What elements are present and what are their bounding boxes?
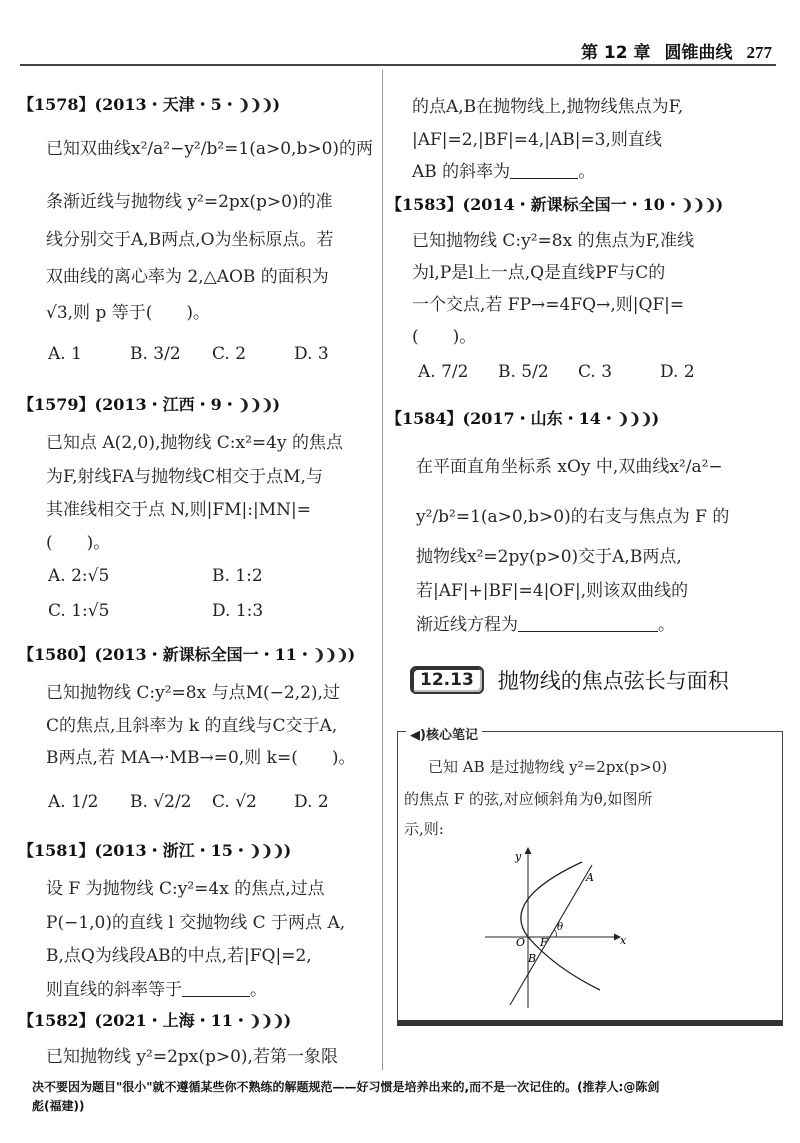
column-divider: [382, 70, 383, 1070]
option-a: A. 7/2: [418, 362, 469, 382]
section-title: 抛物线的焦点弦长与面积: [497, 669, 729, 693]
option-b: B. 1:2: [212, 566, 263, 586]
problem-line: 一个交点,若 FP→=4FQ→,则|QF|=: [412, 295, 685, 315]
note-line: 示,则:: [404, 820, 444, 838]
label-y: y: [515, 850, 522, 863]
option-a: A. 1: [48, 344, 82, 364]
chapter-title: 圆锥曲线: [664, 43, 733, 63]
section-heading: [410, 665, 729, 695]
difficulty-icon: ❩❩❩: [248, 842, 284, 860]
note-line: 已知 AB 是过抛物线 y²=2px(p>0): [428, 758, 668, 776]
problem-title-1582: 【1582】(2021・上海・11・❩❩❩): [18, 1011, 292, 1030]
problem-line: |AF|=2,|BF|=4,|AB|=3,则直线: [412, 130, 662, 150]
difficulty-icon: ❩❩❩: [616, 410, 652, 428]
problem-line: 渐近线方程为 。: [416, 615, 675, 635]
footer-quote-cont: 彪(福建)): [32, 1099, 85, 1113]
label-f: F: [540, 936, 548, 949]
problem-line: 若|AF|+|BF|=4|OF|,则该双曲线的: [416, 581, 689, 601]
problem-line: 为l,P是l上一点,Q是直线PF与C的: [412, 263, 666, 283]
problem-line: 抛物线x²=2py(p>0)交于A,B两点,: [416, 547, 682, 567]
difficulty-icon: ❩❩❩: [237, 396, 273, 414]
option-a: A. 1/2: [48, 792, 99, 812]
parabola-figure: [470, 840, 650, 1015]
problem-line: AB 的斜率为 。: [412, 162, 596, 182]
header-rule: [20, 64, 776, 66]
problem-title-1580: 【1580】(2013・新课标全国一・11・❩❩❩): [18, 645, 356, 664]
difficulty-icon: ❩❩❩: [248, 1012, 284, 1030]
problem-line: 已知双曲线x²/a²−y²/b²=1(a>0,b>0)的两: [46, 139, 374, 159]
option-b: B. 5/2: [498, 362, 549, 382]
problem-line: 双曲线的离心率为 2,△AOB 的面积为: [46, 267, 329, 287]
option-c: C. 1:√5: [48, 601, 110, 621]
problem-line: y²/b²=1(a>0,b>0)的右支与焦点为 F 的: [416, 507, 730, 527]
problem-line: 线分别交于A,B两点,O为坐标原点。若: [46, 230, 334, 250]
note-line: 的焦点 F 的弦,对应倾斜角为θ,如图所: [404, 790, 653, 808]
core-notes-tag: ◀)核心笔记: [406, 724, 482, 743]
answer-blank: [182, 995, 250, 997]
problem-line: 则直线的斜率等于 。: [46, 980, 267, 1000]
problem-line: ( )。: [46, 533, 111, 553]
difficulty-icon: ❩❩❩: [237, 96, 273, 114]
label-a: A: [586, 871, 594, 884]
option-d: D. 2: [294, 792, 329, 812]
problem-title-1584: 【1584】(2017・山东・14・❩❩❩): [386, 409, 660, 428]
label-o: O: [516, 936, 526, 949]
problem-line: 为F,射线FA与抛物线C相交于点M,与: [46, 467, 323, 487]
chapter-label: 第 12 章: [581, 43, 651, 63]
option-b: B. 3/2: [130, 344, 181, 364]
problem-title-1579: 【1579】(2013・江西・9・❩❩❩): [18, 395, 281, 414]
label-theta: θ: [557, 922, 564, 933]
label-b: B: [528, 952, 537, 965]
problem-title-1583: 【1583】(2014・新课标全国一・10・❩❩❩): [386, 195, 724, 214]
problem-line: 已知抛物线 y²=2px(p>0),若第一象限: [46, 1047, 338, 1067]
problem-line: 设 F 为抛物线 C:y²=4x 的焦点,过点: [46, 879, 325, 899]
option-c: C. 3: [578, 362, 613, 382]
problem-title-text: 【1578】(2013・天津・5・: [18, 95, 238, 114]
problem-line: 已知抛物线 C:y²=8x 与点M(−2,2),过: [46, 683, 340, 703]
difficulty-icon: ❩❩❩: [312, 646, 348, 664]
problem-line: 的点A,B在抛物线上,抛物线焦点为F,: [412, 97, 684, 117]
section-number-badge: 12.13: [410, 666, 484, 694]
problem-title-1578: 【1578】(2013・天津・5・❩❩❩): [18, 95, 281, 114]
page-header: [581, 38, 772, 63]
option-a: A. 2:√5: [48, 566, 110, 586]
option-d: D. 1:3: [212, 601, 264, 621]
problem-line: P(−1,0)的直线 l 交抛物线 C 于两点 A,: [46, 913, 346, 933]
option-d: D. 2: [660, 362, 695, 382]
problem-line: B两点,若 MA→·MB→=0,则 k=( )。: [46, 748, 356, 768]
option-d: D. 3: [294, 344, 329, 364]
answer-blank: [518, 630, 658, 632]
footer-quote: 决不要因为题目"很小"就不遵循某些你不熟练的解题规范——好习惯是培养出来的,而不是一次记住的。(推荐人:@陈剑: [32, 1080, 660, 1094]
problem-line: 已知抛物线 C:y²=8x 的焦点为F,准线: [412, 231, 695, 251]
page-number: 277: [746, 43, 772, 62]
option-c: C. 2: [212, 344, 247, 364]
problem-line: 其准线相交于点 N,则|FM|:|MN|=: [46, 500, 311, 520]
option-b: B. √2/2: [130, 792, 192, 812]
option-c: C. √2: [212, 792, 257, 812]
problem-line: √3,则 p 等于( )。: [46, 303, 211, 323]
problem-line: C的焦点,且斜率为 k 的直线与C交于A,: [46, 716, 338, 736]
problem-line: B,点Q为线段AB的中点,若|FQ|=2,: [46, 946, 312, 966]
problem-title-1581: 【1581】(2013・浙江・15・❩❩❩): [18, 841, 292, 860]
focal-chord: [510, 865, 592, 1005]
problem-line: 在平面直角坐标系 xOy 中,双曲线x²/a²−: [416, 457, 723, 477]
label-x: x: [620, 934, 627, 947]
problem-line: 已知点 A(2,0),抛物线 C:x²=4y 的焦点: [46, 433, 343, 453]
answer-blank: [510, 177, 578, 179]
difficulty-icon: ❩❩❩: [680, 196, 716, 214]
problem-line: ( )。: [412, 327, 477, 347]
problem-line: 条渐近线与抛物线 y²=2px(p>0)的准: [46, 192, 333, 212]
